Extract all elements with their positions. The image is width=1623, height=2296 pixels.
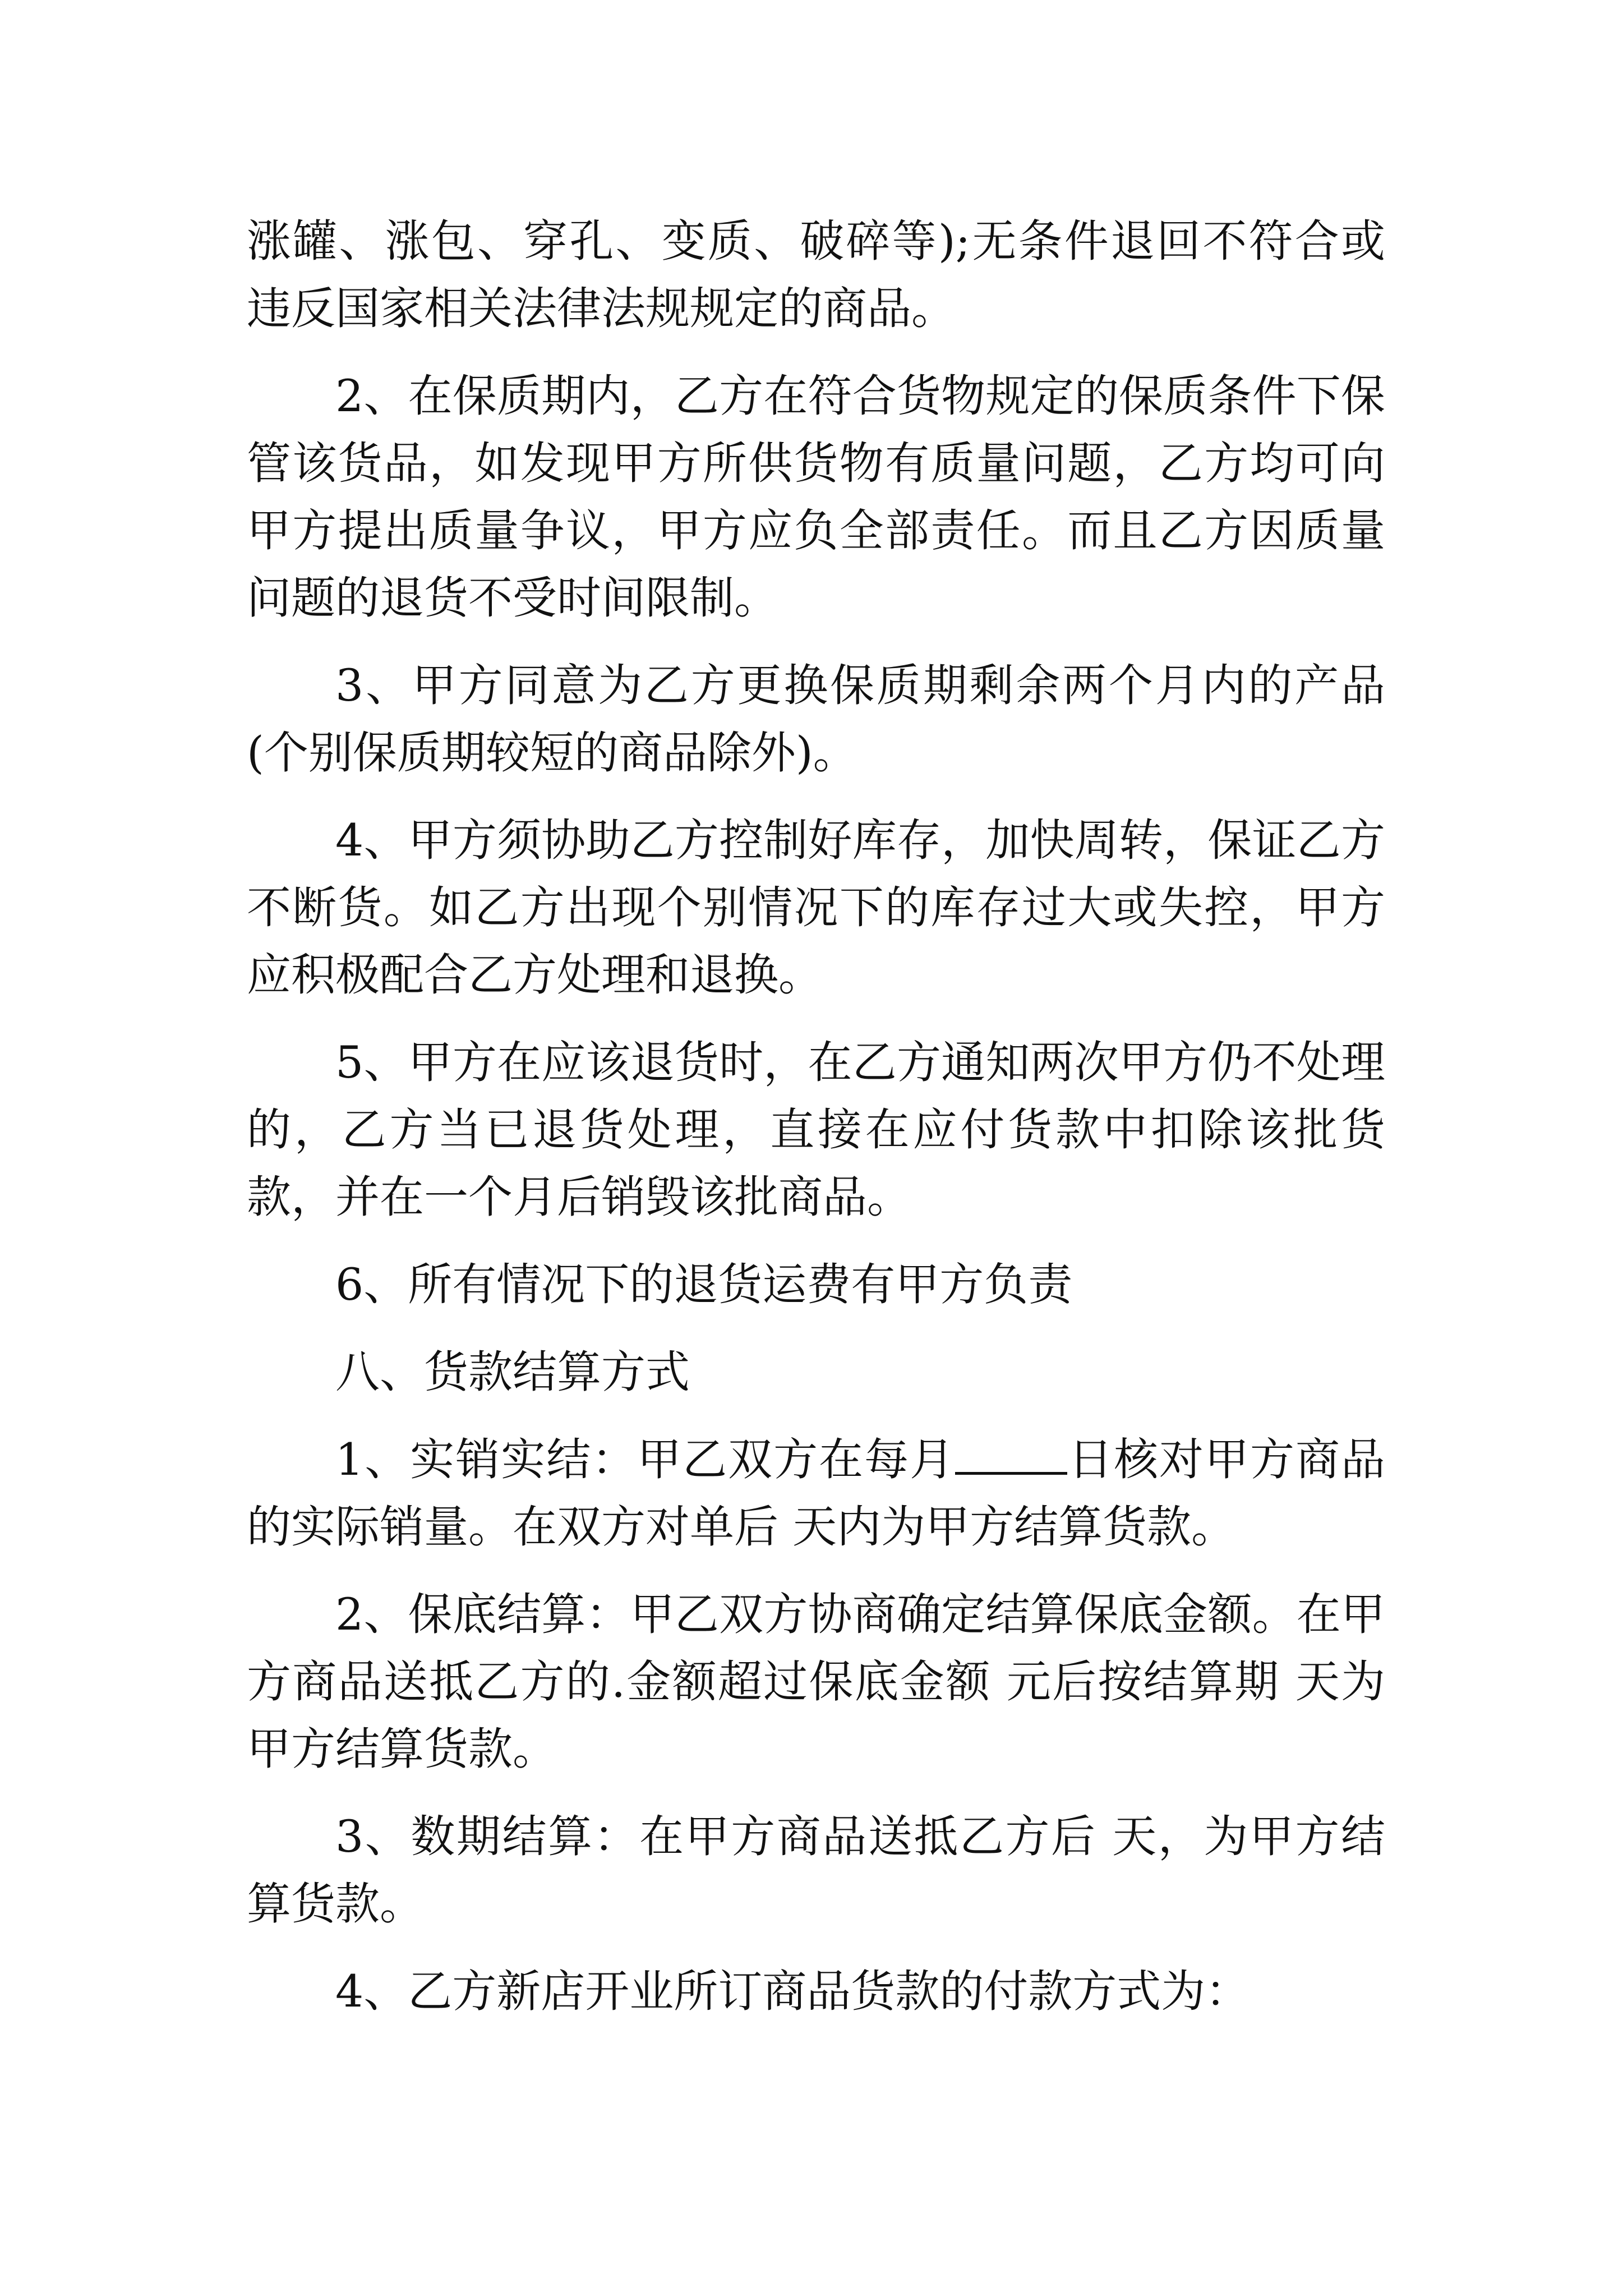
document-body [247,208,1385,2045]
section-heading-payment-settlement: 八、货款结算方式 [335,1346,690,1398]
settlement-1-text-before: 1、实销实结：甲乙双方在每月 [335,1434,956,1485]
paragraph-settlement-1 [247,1426,1385,1561]
paragraph-settlement-4: 4、乙方新店开业所订商品货款的付款方式为： [335,1966,1250,2017]
paragraph-continuation: 涨罐、涨包、穿孔、变质、破碎等);无条件退回不符合或违反国家相关法律法规规定的商品。 [247,215,1385,334]
paragraph-settlement-2: 2、保底结算：甲乙双方协商确定结算保底金额。在甲方商品送抵乙方的.金额超过保底金额 元后按结算期 天为甲方结算货款。 [247,1589,1385,1775]
paragraph-clause-5: 5、甲方在应该退货时，在乙方通知两次甲方仍不处理的，乙方当已退货处理，直接在应付货款中扣除该批货款，并在一个月后销毁该批商品。 [247,1037,1385,1223]
paragraph-settlement-3: 3、数期结算：在甲方商品送抵乙方后 天，为甲方结算货款。 [247,1811,1385,1930]
paragraph-clause-3: 3、甲方同意为乙方更换保质期剩余两个月内的产品(个别保质期较短的商品除外)。 [247,660,1385,779]
paragraph-clause-6: 6、所有情况下的退货运费有甲方负责 [335,1259,1073,1310]
fill-in-blank-day [955,1435,1067,1475]
settlement-1-text-after: 日核对甲方商品的实际销量。在双方对单后 天内为甲方结算货款。 [247,1434,1386,1553]
paragraph-clause-2: 2、在保质期内，乙方在符合货物规定的保质条件下保管该货品，如发现甲方所供货物有质量问题，乙方均可向甲方提出质量争议，甲方应负全部责任。而且乙方因质量问题的退货不受时间限制。 [247,370,1385,624]
paragraph-clause-4: 4、甲方须协助乙方控制好库存，加快周转，保证乙方不断货。如乙方出现个别情况下的库存过大或失控，甲方应积极配合乙方处理和退换。 [247,815,1385,1001]
